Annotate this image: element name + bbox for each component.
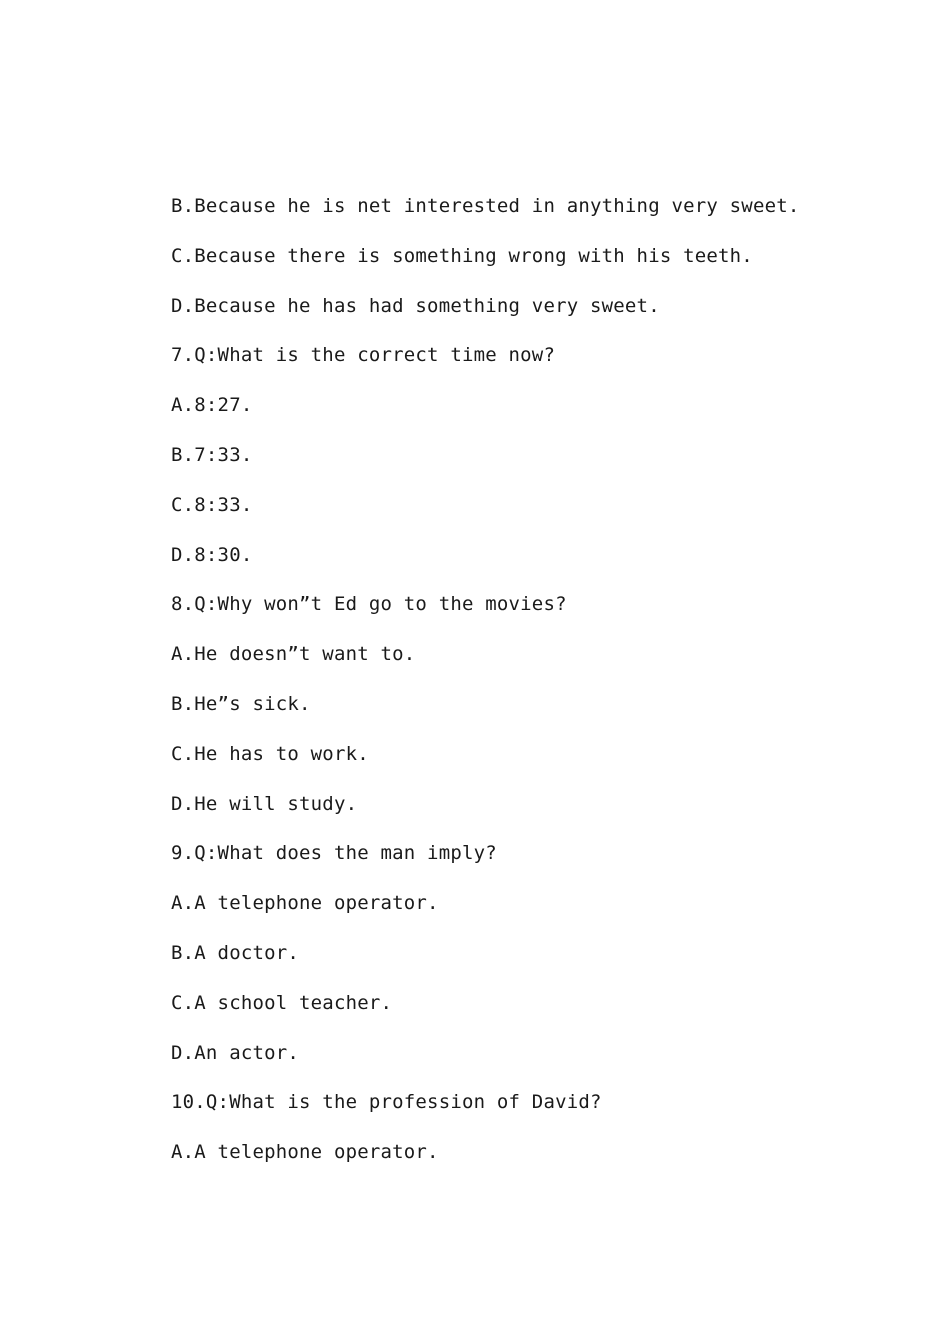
option-line: A.8:27. [171, 394, 253, 417]
option-line: B.A doctor. [171, 941, 300, 964]
option-line: B.He”s sick. [171, 692, 311, 715]
option-line: A.A telephone operator. [171, 1141, 439, 1164]
option-line: B.Because he is net interested in anything very sweet. [171, 195, 800, 217]
question-line: 9.Q:What does the man imply? [171, 842, 497, 865]
question-line: 10.Q:What is the profession of David? [171, 1091, 602, 1114]
question-line: 8.Q:Why won”t Ed go to the movies? [171, 593, 567, 616]
option-line: A.He doesn”t want to. [171, 643, 416, 666]
option-line: C.8:33. [171, 493, 253, 516]
question-line: 7.Q:What is the correct time now? [171, 344, 556, 367]
option-line: D.8:30. [171, 543, 253, 566]
option-line: C.He has to work. [171, 742, 369, 765]
question-list [171, 191, 871, 1187]
option-line: B.7:33. [171, 443, 253, 466]
option-line: C.A school teacher. [171, 991, 393, 1014]
option-line: A.A telephone operator. [171, 892, 439, 915]
option-line: D.He will study. [171, 792, 358, 815]
option-line: D.An actor. [171, 1041, 300, 1064]
option-line: D.Because he has had something very sweet. [171, 294, 660, 317]
option-line: C.Because there is something wrong with his teeth. [171, 244, 753, 267]
